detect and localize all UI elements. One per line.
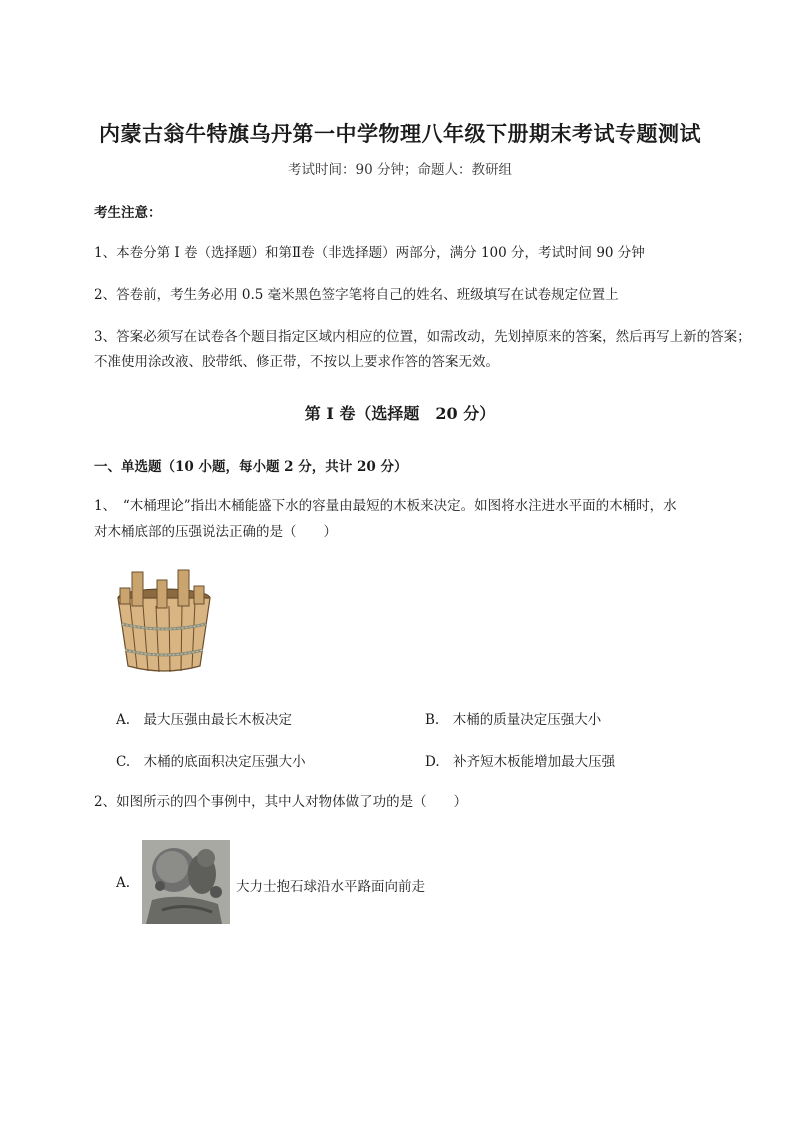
part-one-title: 第 I 卷（选择题 20 分）	[304, 404, 496, 423]
notice-heading: 考生注意：	[94, 205, 162, 221]
exam-subtitle: 考试时间：90 分钟；命题人：教研组	[288, 162, 512, 178]
notice-item-3: 3、答案必须写在试卷各个题目指定区域内相应的位置，如需改动，先划掉原来的答案，然后再写上新的答案；不准使用涂改液、胶带纸、修正带，不按以上要求作答的答案无效。	[94, 329, 751, 370]
question-2-stem: 2、如图所示的四个事例中，其中人对物体做了功的是（ ）	[94, 794, 468, 810]
question-1-stem-line-2: 对木桶底部的压强说法正确的是（ ）	[94, 524, 337, 540]
notice-item-1: 1、本卷分第 I 卷（选择题）和第Ⅱ卷（非选择题）两部分，满分 100 分，考试时间 90 分钟	[94, 245, 645, 261]
strongman-stone-icon	[142, 840, 230, 924]
wooden-bucket-icon	[110, 568, 218, 680]
section-one-heading: 一、单选题（10 小题，每小题 2 分，共计 20 分）	[94, 459, 408, 475]
question-1-option-b: B. 木桶的质量决定压强大小	[425, 712, 602, 728]
question-1-option-a: A. 最大压强由最长木板决定	[116, 712, 293, 728]
question-1-stem-line-1: 1、 “木桶理论”指出木桶能盛下水的容量由最短的木板来决定。如图将水注进水平面的木桶时，水	[94, 498, 677, 514]
question-2-option-a-letter: A.	[116, 875, 131, 891]
question-2-option-a-text: 大力士抱石球沿水平路面向前走	[236, 879, 425, 895]
question-1-option-d: D. 补齐短木板能增加最大压强	[425, 754, 616, 770]
question-1-option-c: C. 木桶的底面积决定压强大小	[116, 754, 306, 770]
notice-item-2: 2、答卷前，考生务必用 0.5 毫米黑色签字笔将自己的姓名、班级填写在试卷规定位置上	[94, 287, 619, 303]
exam-title: 内蒙古翁牛特旗乌丹第一中学物理八年级下册期末考试专题测试	[99, 121, 701, 146]
